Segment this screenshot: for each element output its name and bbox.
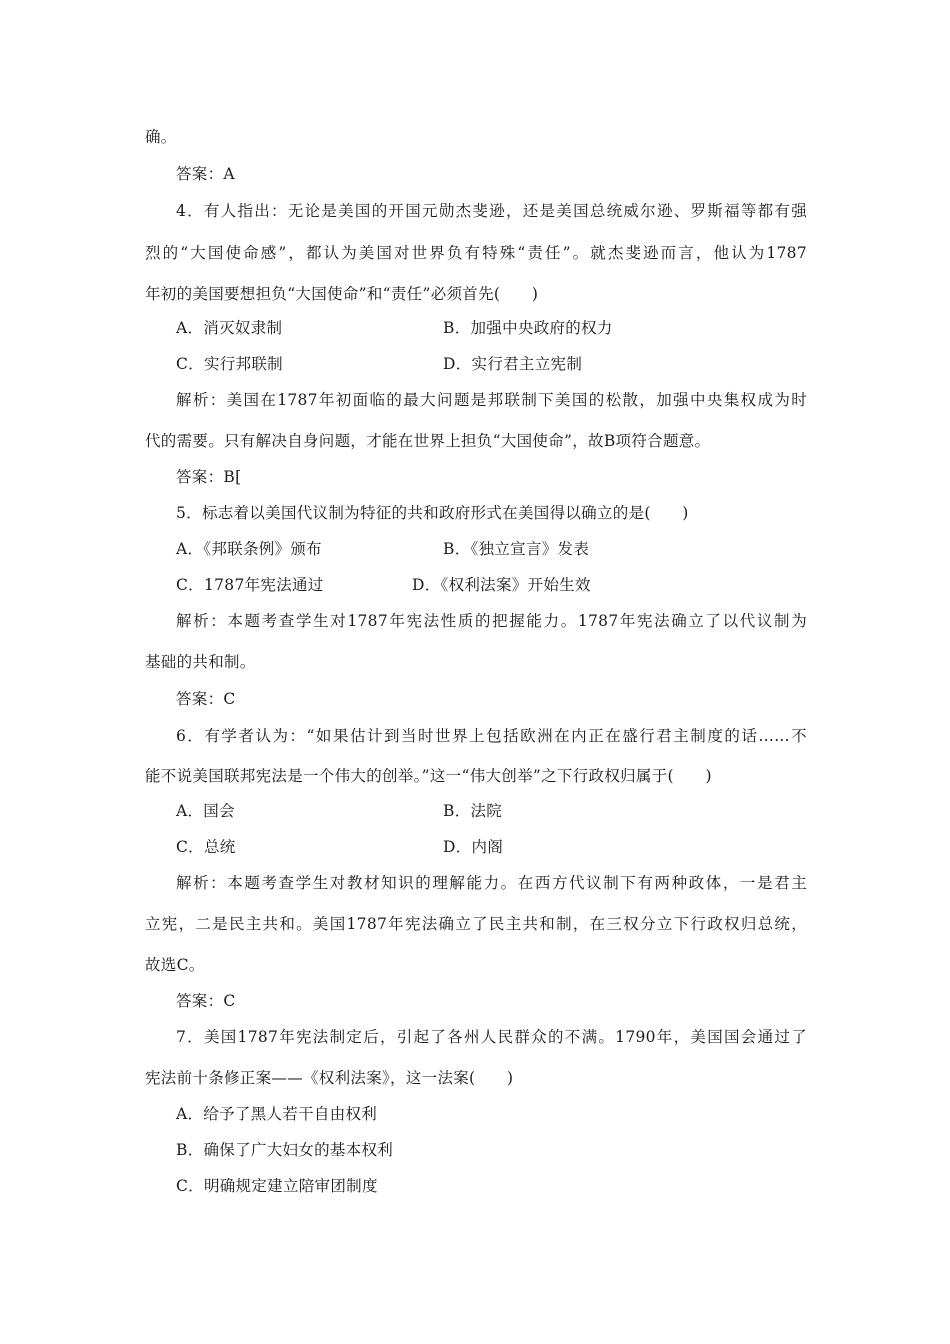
question-6-line-2: 能不说美国联邦宪法是一个伟大的创举。”这一“伟大创举”之下行政权归属于( ) <box>145 767 712 785</box>
analysis-line-1: 解析：美国在1787年初面临的最大问题是邦联制下美国的松散，加强中央集权成为时 <box>176 391 807 409</box>
analysis-line-3: 故选C。 <box>145 956 205 974</box>
analysis-line-1: 解析：本题考查学生对1787年宪法性质的把握能力。1787年宪法确立了以代议制为 <box>176 612 807 630</box>
text-line: 确。 <box>145 128 177 146</box>
question-4-line-1: 4．有人指出：无论是美国的开国元勋杰斐逊，还是美国总统威尔逊、罗斯福等都有强 <box>176 202 807 220</box>
answer-line: 答案：C <box>176 992 236 1010</box>
answer-line: 答案：C <box>176 690 236 708</box>
question-7-line-2: 宪法前十条修正案——《权利法案》，这一法案( ) <box>145 1069 514 1087</box>
option-d: D．内阁 <box>443 838 504 856</box>
option-b: B．法院 <box>443 802 503 820</box>
question-4-line-3: 年初的美国要想担负“大国使命”和“责任”必须首先( ) <box>145 285 539 303</box>
question-7-line-1: 7．美国1787年宪法制定后，引起了各州人民群众的不满。1790年，美国国会通过了 <box>176 1028 807 1046</box>
option-a: A．《邦联条例》颁布 <box>176 540 322 558</box>
option-c: C．明确规定建立陪审团制度 <box>176 1177 378 1195</box>
answer-line: 答案：A <box>176 165 235 183</box>
option-c: C．实行邦联制 <box>176 355 283 373</box>
question-4-line-2: 烈的“大国使命感”，都认为美国对世界负有特殊“责任”。就杰斐逊而言，他认为1787 <box>145 244 807 262</box>
option-c: C．1787年宪法通过 <box>176 576 324 594</box>
option-d: D．实行君主立宪制 <box>443 355 583 373</box>
option-b: B．《独立宣言》发表 <box>443 540 590 558</box>
question-6-line-1: 6．有学者认为：“如果估计到当时世界上包括欧洲在内正在盛行君主制度的话……不 <box>176 727 807 745</box>
analysis-line-2: 基础的共和制。 <box>145 653 256 671</box>
analysis-line-1: 解析：本题考查学生对教材知识的理解能力。在西方代议制下有两种政体，一是君主 <box>176 874 807 892</box>
option-a: A．给予了黑人若干自由权利 <box>176 1105 378 1123</box>
option-b: B．加强中央政府的权力 <box>443 319 613 337</box>
option-d: D．《权利法案》开始生效 <box>412 576 591 594</box>
option-a: A．消灭奴隶制 <box>176 319 283 337</box>
option-b: B．确保了广大妇女的基本权利 <box>176 1141 394 1159</box>
option-c: C．总统 <box>176 838 236 856</box>
analysis-line-2: 代的需要。只有解决自身问题，才能在世界上担负“大国使命”，故B项符合题意。 <box>145 432 711 450</box>
analysis-line-2: 立宪，二是民主共和。美国1787年宪法确立了民主共和制，在三权分立下行政权归总统， <box>145 915 807 933</box>
option-a: A．国会 <box>176 802 235 820</box>
answer-line: 答案：B[ <box>176 468 242 486</box>
question-5: 5．标志着以美国代议制为特征的共和政府形式在美国得以确立的是( ) <box>176 504 689 522</box>
